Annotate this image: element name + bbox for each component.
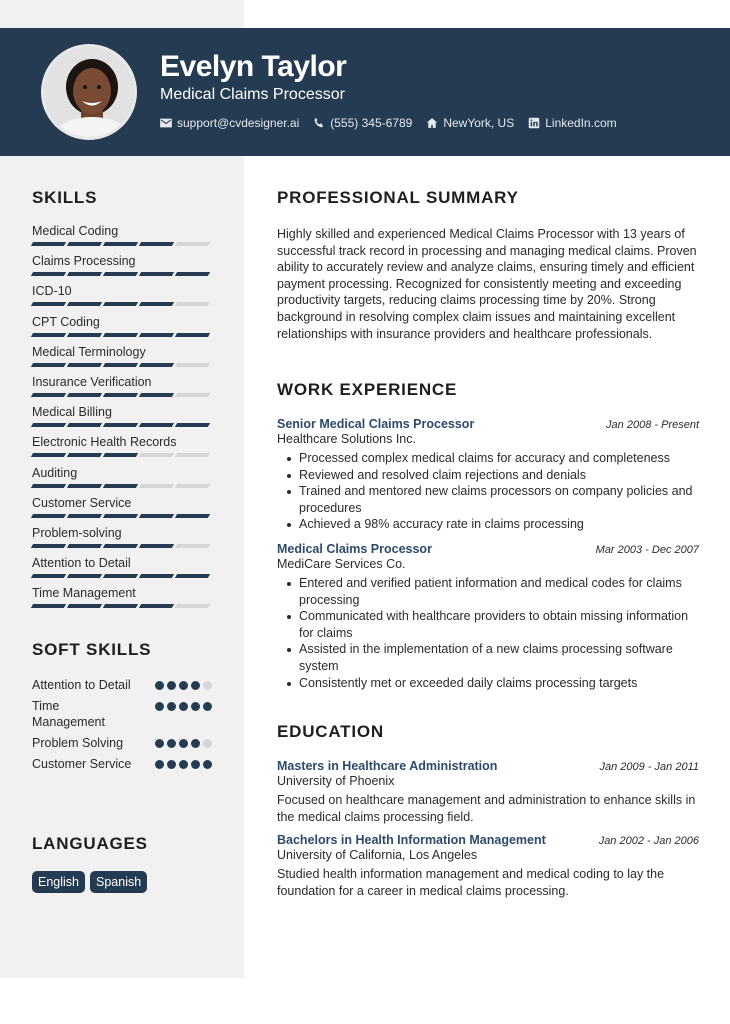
- soft-skill-item: [32, 756, 212, 772]
- rating-dot: [155, 681, 164, 690]
- summary-section: [277, 188, 699, 342]
- education-date: Jan 2009 - Jan 2011: [599, 761, 699, 773]
- skill-level-segment: [139, 393, 174, 397]
- rating-dot: [167, 702, 176, 711]
- skill-name: Time Management: [32, 586, 136, 601]
- skill-level-segment: [175, 242, 210, 246]
- skills-list: [32, 222, 212, 614]
- skill-level-segment: [103, 514, 138, 518]
- skill-level-segment: [139, 604, 174, 608]
- soft-skill-rating: [155, 681, 212, 690]
- skill-level-bars: [32, 272, 212, 276]
- soft-skill-name: Attention to Detail: [32, 678, 131, 692]
- soft-skill-rating: [155, 739, 212, 748]
- home-icon: [426, 117, 438, 129]
- skill-level-segment: [175, 484, 210, 488]
- skill-level-segment: [31, 604, 66, 608]
- job-bullet: Achieved a 98% accuracy rate in claims processing: [277, 516, 699, 533]
- experience-heading: WORK EXPERIENCE: [277, 380, 458, 399]
- skill-level-segment: [175, 272, 210, 276]
- skill-level-bars: [32, 544, 212, 548]
- skill-level-segment: [67, 544, 102, 548]
- job-header: [277, 417, 699, 431]
- skill-level-segment: [31, 333, 66, 337]
- skill-level-bars: [32, 242, 212, 246]
- skill-item: [32, 433, 212, 463]
- rating-dot: [203, 681, 212, 690]
- rating-dot: [191, 760, 200, 769]
- skill-name: Problem-solving: [32, 525, 122, 540]
- skill-level-segment: [31, 302, 66, 306]
- soft-skill-rating: [155, 760, 212, 769]
- skill-name: Medical Billing: [32, 405, 112, 420]
- skill-level-segment: [31, 514, 66, 518]
- skill-item: [32, 373, 212, 403]
- skill-level-segment: [139, 484, 174, 488]
- rating-dot: [167, 681, 176, 690]
- soft-skill-item: [32, 698, 212, 730]
- skill-level-segment: [103, 574, 138, 578]
- skill-level-segment: [175, 393, 210, 397]
- rating-dot: [155, 760, 164, 769]
- skill-level-segment: [103, 393, 138, 397]
- skill-level-segment: [67, 453, 102, 457]
- skill-item: [32, 343, 212, 373]
- skill-level-segment: [103, 423, 138, 427]
- skill-name: Electronic Health Records: [32, 435, 177, 450]
- skill-level-segment: [67, 333, 102, 337]
- contact-phone[interactable]: [313, 116, 412, 130]
- experience-list: [277, 417, 699, 691]
- education-header: [277, 759, 699, 773]
- skill-level-segment: [103, 302, 138, 306]
- skill-name: ICD-10: [32, 284, 72, 299]
- rating-dot: [179, 760, 188, 769]
- skill-level-segment: [175, 423, 210, 427]
- skill-level-segment: [139, 453, 174, 457]
- education-entry: [277, 759, 699, 825]
- skill-level-segment: [67, 604, 102, 608]
- job-date: Jan 2008 - Present: [606, 419, 699, 431]
- language-badge: Spanish: [90, 871, 147, 893]
- education-school: University of California, Los Angeles: [277, 848, 478, 863]
- contact-list: [160, 116, 617, 130]
- soft-skills-list: [32, 677, 212, 772]
- rating-dot: [191, 681, 200, 690]
- skill-level-segment: [31, 574, 66, 578]
- job-bullet: Consistently met or exceeded daily claims processing targets: [277, 675, 699, 692]
- rating-dot: [179, 681, 188, 690]
- education-heading: EDUCATION: [277, 722, 384, 741]
- languages-list: [32, 871, 212, 893]
- skill-item: [32, 222, 212, 252]
- job-role: Medical Claims Processor: [277, 541, 432, 556]
- profile-photo: [41, 44, 137, 140]
- job-company: MediCare Services Co.: [277, 556, 406, 571]
- skill-level-segment: [31, 272, 66, 276]
- education-date: Jan 2002 - Jan 2006: [598, 835, 699, 848]
- skills-heading: SKILLS: [32, 188, 98, 207]
- skill-level-segment: [139, 514, 174, 518]
- skill-level-segment: [139, 363, 174, 367]
- education-degree: Masters in Healthcare Administration: [277, 759, 498, 773]
- skill-level-segment: [175, 333, 210, 337]
- skill-level-segment: [67, 393, 102, 397]
- skill-level-segment: [67, 514, 102, 518]
- soft-skill-item: [32, 735, 212, 751]
- soft-skills-section: [32, 640, 212, 777]
- skill-level-segment: [175, 363, 210, 367]
- skill-level-segment: [139, 242, 174, 246]
- job-bullet: Assisted in the implementation of a new claims processing software system: [277, 641, 699, 674]
- soft-skill-item: [32, 677, 212, 693]
- skill-level-bars: [32, 484, 212, 488]
- skill-level-segment: [67, 363, 102, 367]
- phone-icon: [313, 117, 325, 129]
- skill-level-bars: [32, 302, 212, 306]
- skill-item: [32, 313, 212, 343]
- skill-level-segment: [103, 544, 138, 548]
- skill-level-segment: [31, 453, 66, 457]
- skill-level-segment: [139, 574, 174, 578]
- skill-level-segment: [31, 423, 66, 427]
- job-bullets: [277, 450, 699, 533]
- skill-level-segment: [67, 272, 102, 276]
- languages-section: [32, 834, 212, 893]
- soft-skill-rating: [155, 702, 212, 711]
- skill-item: [32, 464, 212, 494]
- job-entry: [277, 417, 699, 533]
- skill-level-bars: [32, 453, 212, 457]
- skill-level-segment: [139, 423, 174, 427]
- skill-level-segment: [139, 544, 174, 548]
- skill-level-bars: [32, 514, 212, 518]
- languages-heading: LANGUAGES: [32, 834, 148, 853]
- job-bullet: Trained and mentored new claims processors on company policies and procedures: [277, 483, 699, 516]
- job-bullet: Processed complex medical claims for accuracy and completeness: [277, 450, 699, 467]
- education-list: [277, 759, 699, 899]
- summary-text: Highly skilled and experienced Medical Claims Processor with 13 years of successful track record in processing and managing medical claims. Proven ability to accurately review and analyze claims, ensuring timely and efficient payment processing. Recognized for consistently meeting and exceeding productivity targets, reducing claims processing time by 20%. Strong background in resolving complex claim issues and maintaining excellent relationships with insurance providers and healthcare professionals.: [277, 227, 697, 341]
- skill-level-segment: [139, 302, 174, 306]
- skill-level-segment: [103, 604, 138, 608]
- skill-level-bars: [32, 574, 212, 578]
- skill-level-bars: [32, 363, 212, 367]
- skill-level-bars: [32, 333, 212, 337]
- rating-dot: [155, 739, 164, 748]
- skill-item: [32, 524, 212, 554]
- contact-linkedin-text: LinkedIn.com: [545, 116, 617, 130]
- candidate-name: Evelyn Taylor: [160, 50, 347, 83]
- skill-name: Auditing: [32, 465, 78, 480]
- contact-phone-text: (555) 345-6789: [330, 116, 413, 130]
- language-badge: English: [32, 871, 85, 893]
- skill-level-bars: [32, 423, 212, 427]
- rating-dot: [191, 739, 200, 748]
- contact-location: [426, 116, 514, 130]
- rating-dot: [203, 760, 212, 769]
- skill-level-segment: [103, 453, 138, 457]
- skill-name: CPT Coding: [32, 314, 100, 329]
- job-date: Mar 2003 - Dec 2007: [595, 543, 699, 556]
- job-bullet: Communicated with healthcare providers to obtain missing information for claims: [277, 608, 699, 641]
- skill-item: [32, 252, 212, 282]
- skill-name: Claims Processing: [32, 254, 136, 269]
- job-entry: [277, 542, 699, 691]
- skill-level-segment: [175, 604, 210, 608]
- job-bullets: [277, 575, 699, 691]
- rating-dot: [179, 739, 188, 748]
- soft-skill-name: Customer Service: [32, 757, 132, 771]
- job-bullet: Entered and verified patient information and medical codes for claims processing: [277, 575, 699, 608]
- skill-name: Customer Service: [32, 495, 132, 510]
- experience-section: [277, 380, 699, 691]
- job-company: Healthcare Solutions Inc.: [277, 432, 416, 446]
- skill-item: [32, 403, 212, 433]
- skill-level-segment: [67, 574, 102, 578]
- linkedin-icon: [528, 117, 540, 129]
- skill-name: Attention to Detail: [32, 556, 131, 571]
- skill-level-segment: [31, 242, 66, 246]
- soft-skills-heading: SOFT SKILLS: [32, 640, 152, 659]
- job-header: [277, 542, 699, 556]
- skill-level-segment: [175, 302, 210, 306]
- skill-level-segment: [139, 272, 174, 276]
- rating-dot: [155, 702, 164, 711]
- education-description: Focused on healthcare management and administration to enhance skills in the medical claims processing field.: [277, 793, 696, 824]
- skill-level-segment: [31, 363, 66, 367]
- skill-name: Medical Coding: [32, 224, 119, 238]
- skill-level-segment: [67, 484, 102, 488]
- skill-level-segment: [67, 302, 102, 306]
- skill-level-segment: [103, 484, 138, 488]
- skill-level-segment: [175, 574, 210, 578]
- rating-dot: [203, 739, 212, 748]
- summary-heading: PROFESSIONAL SUMMARY: [277, 188, 519, 207]
- skills-section: [32, 188, 212, 614]
- education-school: University of Phoenix: [277, 774, 395, 788]
- skill-level-segment: [103, 363, 138, 367]
- skill-level-segment: [139, 333, 174, 337]
- skill-item: [32, 584, 212, 614]
- skill-name: Insurance Verification: [32, 374, 152, 389]
- contact-email-text: support@cvdesigner.ai: [177, 116, 300, 130]
- education-header: [277, 833, 699, 847]
- contact-linkedin[interactable]: [528, 116, 616, 130]
- education-description: Studied health information management and medical coding to lay the foundation for a career in medical claims processing.: [277, 867, 665, 898]
- skill-item: [32, 494, 212, 524]
- rating-dot: [203, 702, 212, 711]
- contact-location-text: NewYork, US: [443, 116, 515, 130]
- soft-skill-name: Time Management: [32, 699, 105, 729]
- rating-dot: [179, 702, 188, 711]
- skill-level-bars: [32, 604, 212, 608]
- skill-level-segment: [175, 544, 210, 548]
- skill-level-segment: [31, 484, 66, 488]
- skill-name: Medical Terminology: [32, 344, 146, 359]
- skill-level-segment: [103, 242, 138, 246]
- skill-level-segment: [31, 544, 66, 548]
- contact-email[interactable]: [160, 116, 299, 130]
- rating-dot: [167, 739, 176, 748]
- education-section: [277, 722, 699, 899]
- rating-dot: [167, 760, 176, 769]
- skill-level-bars: [32, 393, 212, 397]
- skill-level-segment: [31, 393, 66, 397]
- skill-item: [32, 554, 212, 584]
- job-role: Senior Medical Claims Processor: [277, 417, 475, 431]
- skill-level-segment: [103, 333, 138, 337]
- skill-level-segment: [67, 242, 102, 246]
- skill-level-segment: [175, 453, 210, 457]
- rating-dot: [191, 702, 200, 711]
- skill-level-segment: [67, 423, 102, 427]
- mail-icon: [160, 117, 172, 129]
- soft-skill-name: Problem Solving: [32, 736, 124, 750]
- skill-level-segment: [175, 514, 210, 518]
- education-entry: [277, 833, 699, 899]
- skill-level-segment: [103, 272, 138, 276]
- skill-item: [32, 282, 212, 312]
- candidate-title: Medical Claims Processor: [160, 86, 345, 103]
- education-degree: Bachelors in Health Information Management: [277, 833, 546, 848]
- job-bullet: Reviewed and resolved claim rejections and denials: [277, 467, 699, 484]
